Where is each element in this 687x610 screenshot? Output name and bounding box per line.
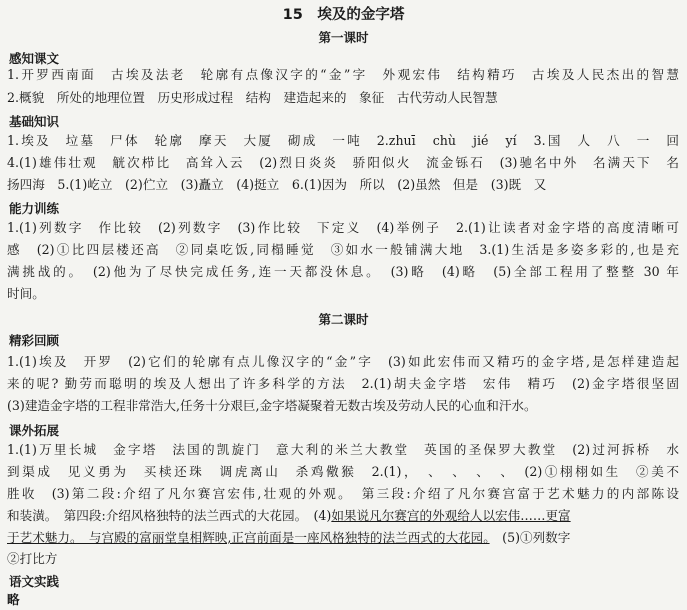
section-heading-perception: 感知课文 xyxy=(9,51,60,66)
text-line xyxy=(7,507,679,525)
text-line: 扬四海 5.(1)屹立 (2)伫立 (3)矗立 (4)挺立 6.(1)因为 所以 (2)虽然 但是 (3)既 又 xyxy=(7,177,547,192)
text-line xyxy=(7,529,679,547)
text-line: 2.概貌 所处的地理位置 历史形成过程 结构 建造起来的 象征 古代劳动人民智慧 xyxy=(7,90,498,105)
section-heading-review: 精彩回顾 xyxy=(9,333,60,348)
underlined-text: 如果说凡尔赛宫的外观给人以宏伟……更富 xyxy=(331,508,571,523)
section-heading-basics: 基础知识 xyxy=(9,114,60,129)
text-line: 4.(1)雄伟壮观 觥次栉比 高耸入云 (2)烈日炎炎 骄阳似火 流金铄石 (3)驰名中外 名满天下 名 xyxy=(7,155,679,170)
page-title: 15 埃及的金字塔 xyxy=(282,7,405,23)
text-line: 1.埃及 垃墓 尸体 轮廓 摩天 大厦 砌成 一吨 2.zhuī chù jié yí 3.国 人 八 一 回 xyxy=(7,133,679,148)
text-line: 1.开罗西南面 古埃及法老 轮廓有点像汉字的“金”字 外观宏伟 结构精巧 古埃及人民杰出的智慧 xyxy=(7,67,679,82)
text-line: 略 xyxy=(7,592,20,607)
text-line: 到渠成 见义勇为 买椟还珠 调虎离山 杀鸡儆猴 2.(1)， 、 、 、 、 (2)①栩栩如生 ②美不 xyxy=(7,464,679,479)
text-segment: (5)①列数字 xyxy=(489,530,571,545)
section-heading-extension: 课外拓展 xyxy=(9,423,60,438)
text-line: 1.(1)万里长城 金字塔 法国的凯旋门 意大利的米兰大教堂 英国的圣保罗大教堂 (2)过河拆桥 水 xyxy=(7,442,679,457)
text-line: ②打比方 xyxy=(7,551,58,566)
text-line: 感 (2)①比四层楼还高 ②同桌吃饭,同榻睡觉 ③如水一般铺满大地 3.(1)生活是多姿多彩的,也是充 xyxy=(7,242,679,257)
text-line: 来的呢? 勤劳而聪明的埃及人想出了许多科学的方法 2.(1)胡夫金字塔 宏伟 精巧 (2)金字塔很坚固 xyxy=(7,376,679,391)
underlined-text: 于艺术魅力。 与宫殿的富丽堂皇相辉映,正宫前面是一座风格独特的法兰西式的大花园。 xyxy=(7,530,490,545)
section-heading-training: 能力训练 xyxy=(9,201,60,216)
text-line: (3)建造金字塔的工程非常浩大,任务十分艰巨,金字塔凝聚着无数古埃及劳动人民的心血和汗水。 xyxy=(7,398,537,413)
text-line: 满挑战的。 (2)他为了尽快完成任务,连一天都没休息。 (3)略 (4)略 (5)全部工程用了整整 30 年 xyxy=(7,264,679,279)
lesson-2-heading: 第二课时 xyxy=(318,312,369,327)
text-line: 1.(1)埃及 开罗 (2)它们的轮廓有点儿像汉字的“金”字 (3)如此宏伟而又精巧的金字塔,是怎样建造起 xyxy=(7,354,679,369)
text-line: 1.(1)列数字 作比较 (2)列数字 (3)作比较 下定义 (4)举例子 2.(1)让读者对金字塔的高度清晰可 xyxy=(7,220,679,235)
text-line: 时间。 xyxy=(7,286,45,301)
section-heading-practice: 语文实践 xyxy=(9,574,60,589)
text-segment: 和装潢。 第四段:介绍风格独特的法兰西式的大花园。 (4) xyxy=(7,508,332,523)
text-line: 胜收 (3)第二段:介绍了凡尔赛宫宏伟,壮观的外观。 第三段:介绍了凡尔赛宫富于艺术魅力的内部陈设 xyxy=(7,486,679,501)
lesson-1-heading: 第一课时 xyxy=(318,30,369,45)
